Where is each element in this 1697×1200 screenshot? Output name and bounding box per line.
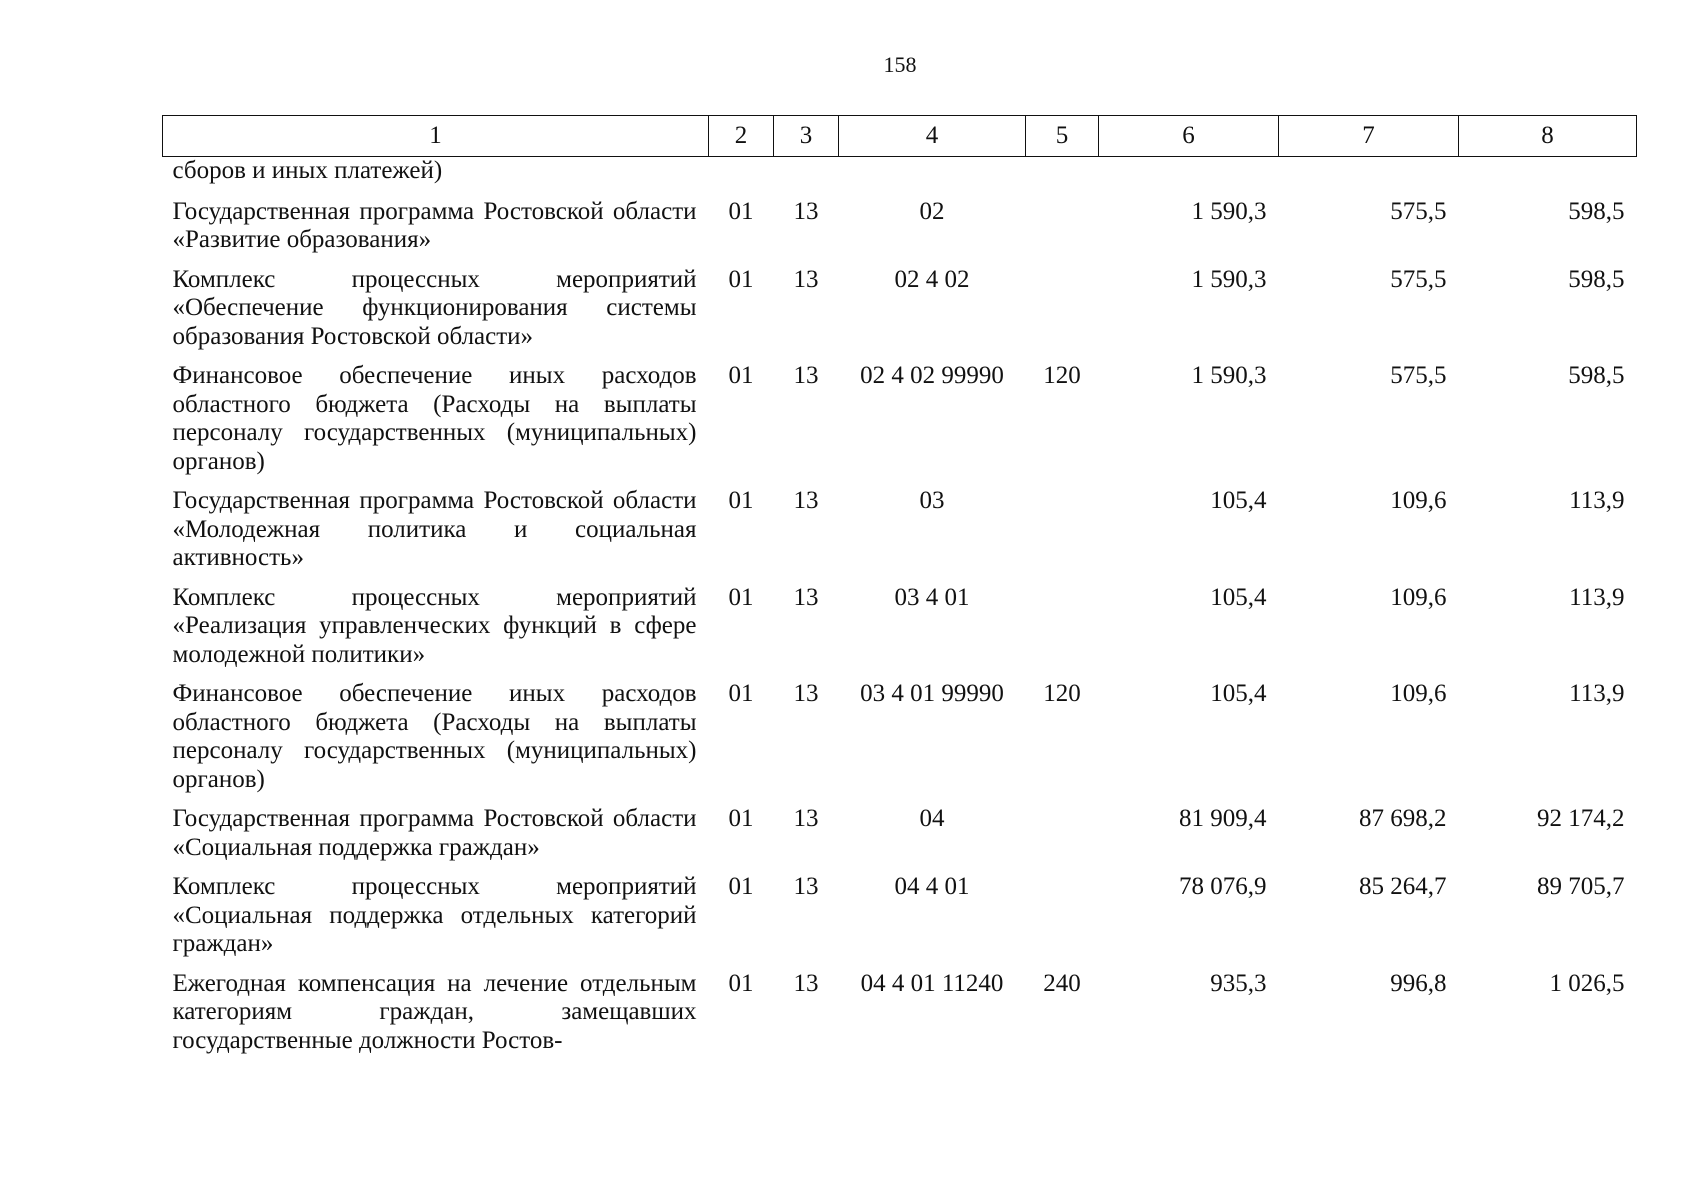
row-amount-col7: 109,6 — [1390, 680, 1447, 707]
row-amount-col7: 85 264,7 — [1359, 873, 1447, 900]
row-amount-col7 — [1279, 157, 1459, 198]
row-amount-col6: 1 590,3 — [1191, 362, 1267, 389]
row-amount-col6: 1 590,3 — [1191, 265, 1267, 293]
table-body — [163, 157, 1637, 1067]
column-header: 2 — [709, 116, 774, 157]
row-amount-col6 — [1099, 157, 1279, 198]
row-amount-col6: 105,4 — [1210, 487, 1267, 514]
row-amount-col8: 1 026,5 — [1549, 969, 1625, 997]
row-amount-col7: 575,5 — [1390, 362, 1447, 389]
row-subsection-code: 13 — [793, 487, 819, 514]
row-section-code: 01 — [728, 969, 754, 997]
table-row — [163, 970, 1637, 1067]
row-section-code: 01 — [728, 873, 754, 900]
row-expense-type — [1026, 157, 1099, 198]
row-description: Финансовое обеспечение иных расходов областного бюджета (Расходы на выплаты персоналу государственных (муниципальных) органов) — [172, 680, 697, 793]
row-section-code: 01 — [728, 583, 754, 611]
row-description: Ежегодная компенсация на лечение отдельным категориям граждан, замещавших государственные должности Ростов- — [172, 969, 697, 1054]
row-description: Государственная программа Ростовской области «Развитие образования» — [172, 197, 697, 253]
column-header: 7 — [1279, 116, 1459, 157]
table-row — [163, 873, 1637, 970]
table-row — [163, 157, 1637, 198]
table-row — [163, 680, 1637, 805]
row-amount-col8: 92 174,2 — [1537, 805, 1625, 832]
row-amount-col7: 109,6 — [1390, 583, 1447, 611]
row-amount-col8: 113,9 — [1569, 487, 1625, 514]
row-subsection-code: 13 — [793, 197, 819, 225]
table-row — [163, 266, 1637, 363]
row-amount-col6: 105,4 — [1210, 680, 1267, 707]
row-amount-col8: 113,9 — [1569, 583, 1625, 611]
row-section-code: 01 — [728, 265, 754, 293]
row-amount-col8: 89 705,7 — [1537, 873, 1625, 900]
row-expense-type: 120 — [1043, 680, 1081, 707]
row-amount-col6: 105,4 — [1210, 583, 1267, 611]
column-header: 1 — [163, 116, 709, 157]
row-subsection-code: 13 — [793, 873, 819, 900]
row-amount-col7: 575,5 — [1390, 197, 1447, 225]
row-description: Государственная программа Ростовской области «Социальная поддержка граждан» — [172, 805, 697, 861]
row-amount-col8: 598,5 — [1568, 362, 1625, 389]
row-section-code: 01 — [728, 362, 754, 389]
row-section-code — [709, 157, 774, 198]
row-amount-col7: 996,8 — [1390, 969, 1447, 997]
row-section-code: 01 — [728, 805, 754, 832]
row-amount-col6: 1 590,3 — [1191, 197, 1267, 225]
row-expense-type — [1026, 805, 1099, 873]
row-amount-col6: 78 076,9 — [1179, 873, 1267, 900]
row-amount-col7: 575,5 — [1390, 265, 1447, 293]
header-row — [163, 116, 1637, 157]
page-number: 158 — [883, 52, 917, 77]
table-row — [163, 584, 1637, 681]
row-section-code: 01 — [728, 680, 754, 707]
row-section-code: 01 — [728, 197, 754, 225]
row-target-article: 02 4 02 — [894, 265, 970, 293]
row-target-article: 04 4 01 11240 — [860, 969, 1004, 997]
row-target-article: 03 4 01 99990 — [860, 680, 1004, 707]
row-subsection-code: 13 — [793, 680, 819, 707]
row-amount-col8: 598,5 — [1568, 197, 1625, 225]
row-target-article: 04 4 01 — [894, 873, 970, 900]
row-amount-col6: 81 909,4 — [1179, 805, 1267, 832]
column-header: 6 — [1099, 116, 1279, 157]
row-subsection-code: 13 — [793, 362, 819, 389]
row-amount-col7: 87 698,2 — [1359, 805, 1447, 832]
row-expense-type — [1026, 266, 1099, 363]
column-header: 4 — [839, 116, 1026, 157]
row-description: Государственная программа Ростовской области «Молодежная политика и социальная активность» — [172, 487, 697, 571]
row-expense-type — [1026, 198, 1099, 266]
row-expense-type — [1026, 873, 1099, 970]
column-header: 3 — [774, 116, 839, 157]
table-row — [163, 362, 1637, 487]
column-header: 5 — [1026, 116, 1099, 157]
row-section-code: 01 — [728, 487, 754, 514]
row-description: Комплекс процессных мероприятий «Обеспечение функционирования системы образования Ростовской области» — [172, 265, 697, 350]
row-target-article: 02 — [919, 197, 945, 225]
row-amount-col8 — [1459, 157, 1637, 198]
row-expense-type: 240 — [1043, 969, 1081, 997]
row-subsection-code — [774, 157, 839, 198]
row-amount-col6: 935,3 — [1210, 969, 1267, 997]
row-description: Финансовое обеспечение иных расходов областного бюджета (Расходы на выплаты персоналу государственных (муниципальных) органов) — [172, 362, 697, 475]
row-subsection-code: 13 — [793, 265, 819, 293]
row-amount-col7: 109,6 — [1390, 487, 1447, 514]
row-description: сборов и иных платежей) — [172, 157, 443, 184]
row-subsection-code: 13 — [793, 969, 819, 997]
row-subsection-code: 13 — [793, 805, 819, 832]
row-target-article: 04 — [919, 805, 945, 832]
row-amount-col8: 113,9 — [1569, 680, 1625, 707]
table-header — [163, 116, 1637, 157]
row-expense-type — [1026, 487, 1099, 584]
row-target-article — [839, 157, 1026, 198]
row-target-article: 02 4 02 99990 — [860, 362, 1004, 389]
row-expense-type — [1026, 584, 1099, 681]
table-row — [163, 487, 1637, 584]
row-target-article: 03 — [919, 487, 945, 514]
row-description: Комплекс процессных мероприятий «Социальная поддержка отдельных категорий граждан» — [172, 873, 697, 957]
row-target-article: 03 4 01 — [894, 583, 970, 611]
table-row — [163, 805, 1637, 873]
row-expense-type: 120 — [1043, 362, 1081, 389]
budget-table — [162, 115, 1637, 1066]
column-header: 8 — [1459, 116, 1637, 157]
row-subsection-code: 13 — [793, 583, 819, 611]
row-description: Комплекс процессных мероприятий «Реализация управленческих функций в сфере молодежной политики» — [172, 583, 697, 668]
table-row — [163, 198, 1637, 266]
row-amount-col8: 598,5 — [1568, 265, 1625, 293]
